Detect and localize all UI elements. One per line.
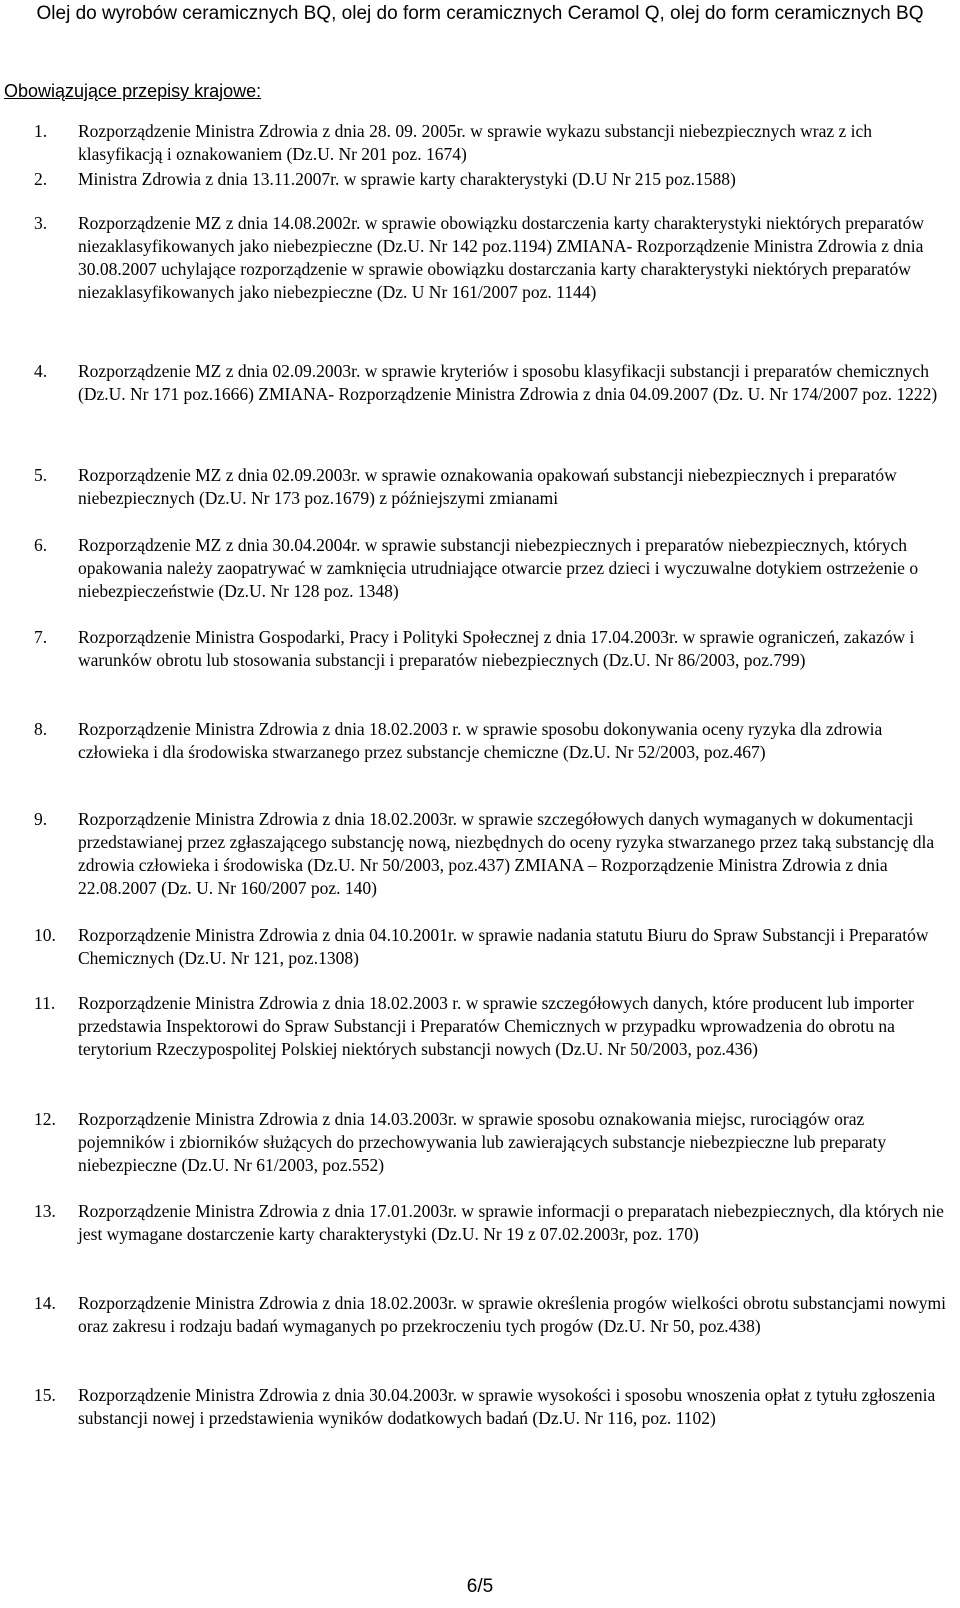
list-item-number: 7. bbox=[34, 627, 48, 647]
list-item-number: 2. bbox=[34, 169, 48, 189]
document-title: Olej do wyrobów ceramicznych BQ, olej do form ceramicznych Ceramol Q, olej do form ceramicznych BQ bbox=[36, 3, 924, 24]
list-item-text: Rozporządzenie Ministra Zdrowia z dnia 28. 09. 2005r. w sprawie wykazu substancji niebezpiecznych wraz z ich klasyfikacją i oznakowaniem (Dz.U. Nr 201 poz. 1674) bbox=[78, 121, 873, 164]
list-item-text: Rozporządzenie Ministra Zdrowia z dnia 18.02.2003r. w sprawie określenia progów wielkości obrotu substancjami nowymi oraz zakresu i rodzaju badań wymaganych po przekroczeniu tych progów (Dz.U. Nr 50, poz.438) bbox=[78, 1293, 946, 1336]
list-item-number: 3. bbox=[34, 213, 48, 233]
list-item-text: Rozporządzenie Ministra Zdrowia z dnia 04.10.2001r. w sprawie nadania statutu Biuru do Spraw Substancji i Preparatów Chemicznych (Dz.U. Nr 121, poz.1308) bbox=[78, 925, 929, 968]
list-item-number: 9. bbox=[34, 809, 48, 829]
list-item-text: Rozporządzenie MZ z dnia 02.09.2003r. w sprawie oznakowania opakowań substancji niebezpiecznych i preparatów niebezpiecznych (Dz.U. Nr 173 poz.1679) z późniejszymi zmianami bbox=[78, 465, 897, 508]
list-item-number: 1. bbox=[34, 121, 48, 141]
list-item-text: Rozporządzenie Ministra Zdrowia z dnia 18.02.2003 r. w sprawie szczegółowych danych, które producent lub importer przedstawia Inspektorowi do Spraw Substancji i Preparatów Chemicznych w przypadku wprowadzenia do obrotu na terytorium Rzeczypospolitej Polskiej niektórych substancji nowych (Dz.U. Nr 50/2003, poz.436) bbox=[78, 993, 914, 1059]
list-item-number: 10. bbox=[34, 925, 56, 945]
list-item-number: 11. bbox=[34, 993, 56, 1013]
list-item-text: Rozporządzenie Ministra Zdrowia z dnia 14.03.2003r. w sprawie sposobu oznakowania miejsc, rurociągów oraz pojemników i zbiorników służących do przechowywania lub zawierających substancje niebezpieczne lub preparaty niebezpieczne (Dz.U. Nr 61/2003, poz.552) bbox=[78, 1109, 887, 1175]
list-item-number: 12. bbox=[34, 1109, 56, 1129]
list-item-text: Rozporządzenie Ministra Zdrowia z dnia 17.01.2003r. w sprawie informacji o preparatach niebezpiecznych, dla których nie jest wymagane dostarczenie karty charakterystyki (Dz.U. Nr 19 z 07.02.2003r, poz. 170) bbox=[78, 1201, 944, 1244]
list-item-text: Rozporządzenie Ministra Zdrowia z dnia 18.02.2003r. w sprawie szczegółowych danych wymaganych w dokumentacji przedstawianej przez zgłaszającego substancję nową, niezbędnych do oceny ryzyka stwarzanego przez taką substancję dla zdrowia człowieka i środowiska (Dz.U. Nr 50/2003, poz.437) ZMIANA – Rozporządzenie Ministra Zdrowia z dnia 22.08.2007 (Dz. U. Nr 160/2007 poz. 140) bbox=[78, 809, 935, 898]
list-item-text: Rozporządzenie Ministra Gospodarki, Pracy i Polityki Społecznej z dnia 17.04.2003r. w sprawie ograniczeń, zakazów i warunków obrotu lub stosowania substancji i preparatów niebezpiecznych (Dz.U. Nr 86/2003, poz.799) bbox=[78, 627, 915, 670]
page-number: 6/5 bbox=[466, 1576, 494, 1597]
list-item-text: Rozporządzenie Ministra Zdrowia z dnia 30.04.2003r. w sprawie wysokości i sposobu wnoszenia opłat z tytułu zgłoszenia substancji nowej i przedstawienia wyników dodatkowych badań (Dz.U. Nr 116, poz. 1102) bbox=[78, 1385, 936, 1428]
list-item-number: 13. bbox=[34, 1201, 56, 1221]
list-item-text: Rozporządzenie MZ z dnia 02.09.2003r. w sprawie kryteriów i sposobu klasyfikacji substancji i preparatów chemicznych (Dz.U. Nr 171 poz.1666) ZMIANA- Rozporządzenie Ministra Zdrowia z dnia 04.09.2007 (Dz. U. Nr 174/2007 poz. 1222) bbox=[78, 361, 938, 404]
list-item-number: 6. bbox=[34, 535, 48, 555]
list-item-number: 14. bbox=[34, 1293, 56, 1313]
list-item-number: 5. bbox=[34, 465, 48, 485]
list-item-number: 4. bbox=[34, 361, 48, 381]
list-item-text: Rozporządzenie Ministra Zdrowia z dnia 18.02.2003 r. w sprawie sposobu dokonywania oceny ryzyka dla zdrowia człowieka i dla środowiska stwarzanego przez substancje chemiczne (Dz.U. Nr 52/2003, poz.467) bbox=[78, 719, 883, 762]
section-heading: Obowiązujące przepisy krajowe: bbox=[4, 81, 262, 101]
list-item-text: Ministra Zdrowia z dnia 13.11.2007r. w sprawie karty charakterystyki (D.U Nr 215 poz.1588) bbox=[78, 169, 736, 189]
list-item-text: Rozporządzenie MZ z dnia 30.04.2004r. w sprawie substancji niebezpiecznych i preparatów niebezpiecznych, których opakowania należy zaopatrywać w zamknięcia utrudniające otwarcie przez dzieci i wyczuwalne dotykiem ostrzeżenie o niebezpieczeństwie (Dz.U. Nr 128 poz. 1348) bbox=[78, 535, 919, 601]
list-item-number: 8. bbox=[34, 719, 48, 739]
list-item-text: Rozporządzenie MZ z dnia 14.08.2002r. w sprawie obowiązku dostarczenia karty charakterystyki niektórych preparatów niezaklasyfikowanych jako niebezpieczne (Dz.U. Nr 142 poz.1194) ZMIANA- Rozporządzenie Ministra Zdrowia z dnia 30.08.2007 uchylające rozporządzenie w sprawie obowiązku dostarczania karty charakterystyki niektórych preparatów niezaklasyfikowanych jako niebezpieczne (Dz. U Nr 161/2007 poz. 1144) bbox=[78, 213, 925, 302]
list-item-number: 15. bbox=[34, 1385, 56, 1405]
